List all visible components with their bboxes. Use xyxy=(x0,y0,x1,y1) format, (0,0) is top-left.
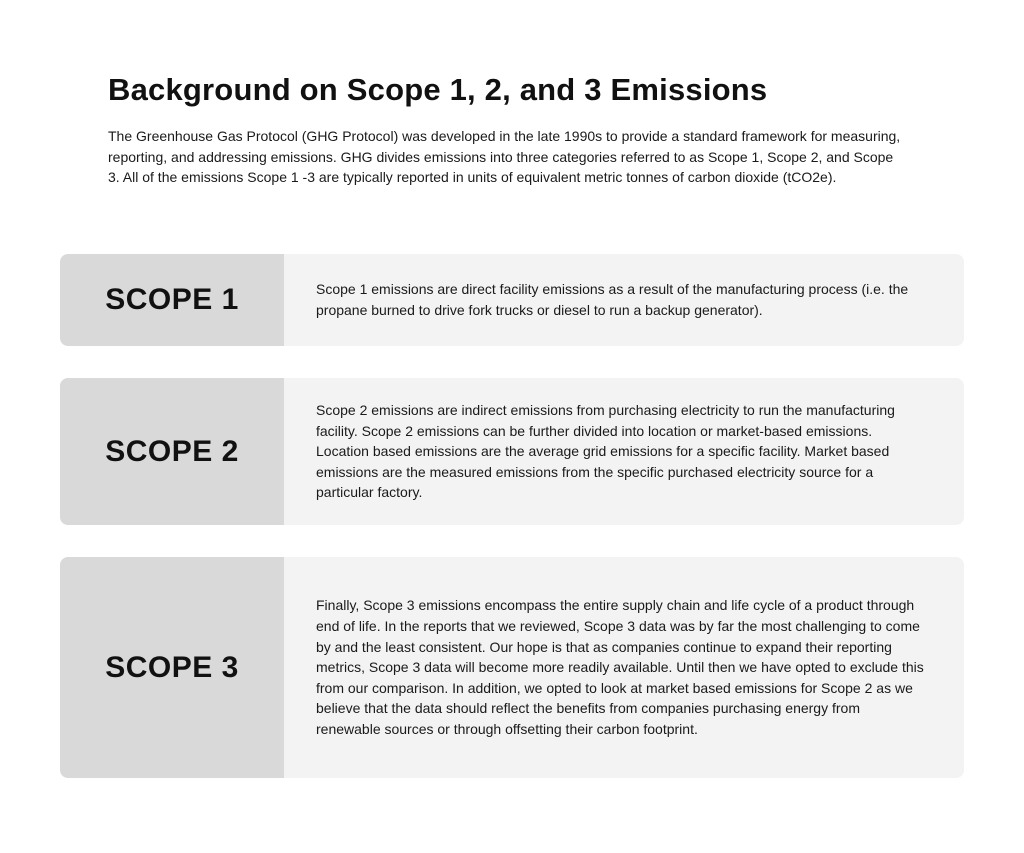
scope-3-card xyxy=(60,557,964,778)
scope-1-description: Scope 1 emissions are direct facility emissions as a result of the manufacturing process (i.e. the propane burned to drive fork trucks or diesel to run a backup generator). xyxy=(316,281,909,318)
scope-3-description: Finally, Scope 3 emissions encompass the entire supply chain and life cycle of a product through end of life. In the reports that we reviewed, Scope 3 data was by far the most challenging to come by and the least consistent. Our hope is that as companies continue to expand their reporting metrics, Scope 3 data will become more readily available. Until then we have opted to exclude this from our comparison. In addition, we opted to look at market based emissions for Scope 2 as we believe that the data should reflect the benefits from companies purchasing energy from renewable sources or through offsetting their carbon footprint. xyxy=(316,597,924,737)
scope-3-label: SCOPE 3 xyxy=(60,557,284,778)
page-title: Background on Scope 1, 2, and 3 Emissions xyxy=(108,72,768,107)
scope-2-card xyxy=(60,378,964,525)
scope-1-card xyxy=(60,254,964,346)
scope-2-body xyxy=(284,378,964,525)
scope-2-description: Scope 2 emissions are indirect emissions from purchasing electricity to run the manufacturing facility. Scope 2 emissions can be further divided into location or market-based emissions. Location based emissions are the average grid emissions for a specific facility. Market based emissions are the measured emissions from the specific purchased electricity source for a particular factory. xyxy=(316,402,895,501)
scope-1-body xyxy=(284,254,964,346)
scope-2-label: SCOPE 2 xyxy=(60,378,284,525)
scope-3-body xyxy=(284,557,964,778)
intro-paragraph: The Greenhouse Gas Protocol (GHG Protocol) was developed in the late 1990s to provide a standard framework for measuring, reporting, and addressing emissions. GHG divides emissions into three categories referred to as Scope 1, Scope 2, and Scope 3. All of the emissions Scope 1 -3 are typically reported in units of equivalent metric tonnes of carbon dioxide (tCO2e). xyxy=(108,128,901,185)
scope-1-label: SCOPE 1 xyxy=(60,254,284,346)
